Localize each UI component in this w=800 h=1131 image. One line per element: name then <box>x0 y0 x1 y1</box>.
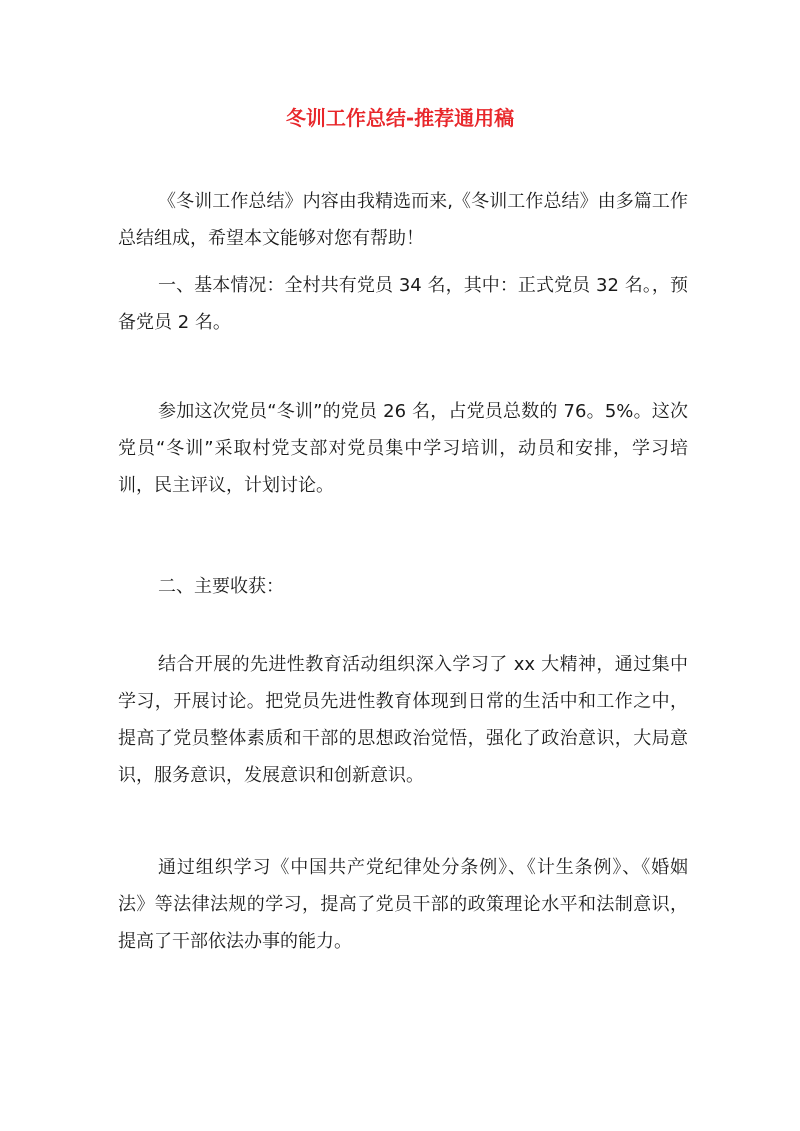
document-title: 冬训工作总结-推荐通用稿 <box>285 106 515 130</box>
intro-paragraph: 《冬训工作总结》内容由我精选而来,《冬训工作总结》由多篇工作总结组成，希望本文能够对您有帮助！ <box>118 191 688 249</box>
basic-situation-paragraph: 一、基本情况：全村共有党员 34 名，其中：正式党员 32 名。，预备党员 2 名。 <box>118 275 688 333</box>
section-heading-main-gains: 二、主要收获： <box>158 576 284 597</box>
legal-study-paragraph: 通过组织学习《中国共产党纪律处分条例》、《计生条例》、《婚姻法》等法律法规的学习，提高了党员干部的政策理论水平和法制意识，提高了干部依法办事的能力。 <box>118 857 688 952</box>
participation-paragraph: 参加这次党员“冬训”的党员 26 名，占党员总数的 76。5%。这次党员“冬训”采取村党支部对党员集中学习培训，动员和安排，学习培训，民主评议，计划讨论。 <box>118 401 688 496</box>
study-gains-paragraph: 结合开展的先进性教育活动组织深入学习了 xx 大精神，通过集中学习，开展讨论。把党员先进性教育体现到日常的生活中和工作之中，提高了党员整体素质和干部的思想政治觉悟，强化了政治意识，大局意识，服务意识，发展意识和创新意识。 <box>118 654 688 786</box>
